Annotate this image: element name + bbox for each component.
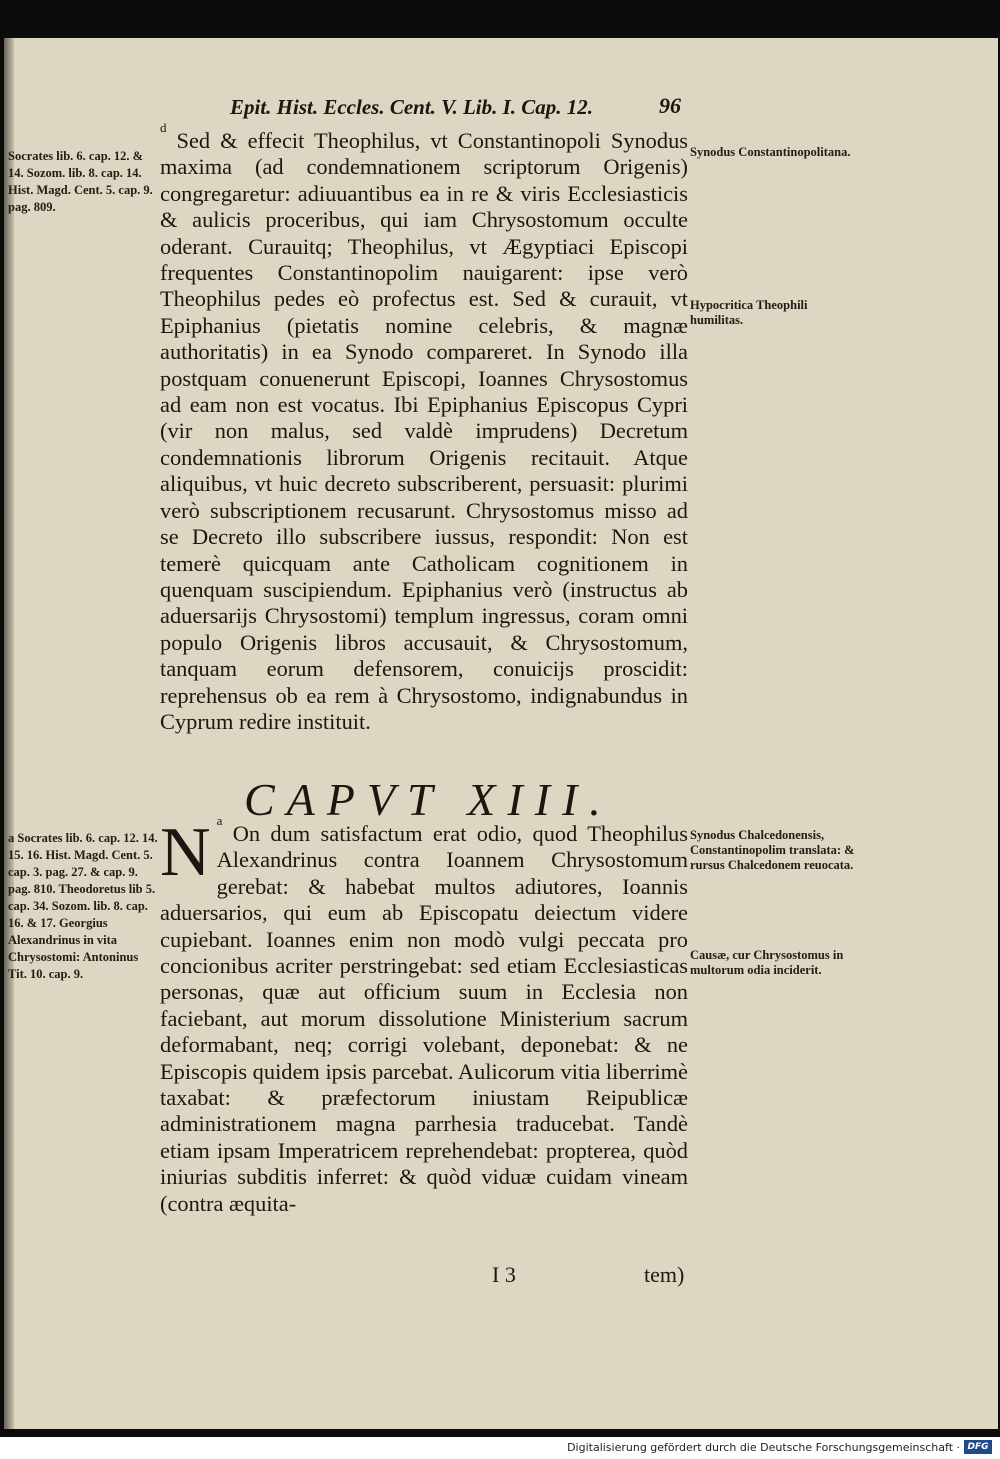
paragraph-text: satisfactum erat odio, quod Theophilus Alexandrinus contra Ioannem Chrysostomum gerebat: & habebat multos adiutores, Ioannis aduersarios, qui eum ab Episcopatu deiectum videre cupiebant. Ioannes enim non modò vulgi peccata pro concionibus acriter perstringebat: sed etiam Ecclesiasticas personas, quæ aut officium suum in Ecclesia non faciebant, aut morum dissolutione Ministerium sacrum deformabant, neq; corrigi volebant, deponebat: & ne Episcopis quidem ipsis parcebat. Aulicorum vitia liberrimè taxabat: & præfectorum iniustam Reipublicæ administrationem magna parrhesia traducebat. Tandè etiam ipsam Imperatricem reprehendebat: propterea, quòd iniurias subditis inferret: & quòd viduæ cuidam vineam (contra æquita- <box>160 821 688 1216</box>
digitization-footer <box>0 1437 1000 1459</box>
margin-note-right-2 <box>690 298 860 328</box>
chapter-13-text <box>160 813 688 1217</box>
running-header <box>4 95 998 125</box>
margin-note-text: Causæ, cur Chrysostomus in multorum odia inciderit. <box>690 948 844 977</box>
chapter-12-paragraph <box>160 120 688 735</box>
note-mark: d <box>160 120 167 135</box>
chapter-13-heading: CAPVT XIII. <box>244 774 613 825</box>
catchword: tem) <box>644 1262 685 1287</box>
margin-note-text: a Socrates lib. 6. cap. 12. 14. 15. 16. Hist. Magd. Cent. 5. cap. 3. pag. 27. & cap. 9. pag. 810. Theodoretus lib 5. cap. 34. Sozom. lib. 8. cap. 16. & 17. Georgius Alexandrinus in vita Chrysostomi: Antoninus Tit. 10. cap. 9. <box>8 831 158 981</box>
running-title: Epit. Hist. Eccles. Cent. V. Lib. I. Cap. 12. <box>230 95 594 119</box>
signature-mark: I 3 <box>492 1262 516 1287</box>
paragraph-text: Sed & effecit Theophilus, vt Constantinopoli Synodus maxima (ad condemnationem scriptorum Origenis) congregaretur: adiuuantibus ea in re & viris Ecclesiasticis & aulicis proceribus, qui iam Chrysostomum occulte oderant. Curauitq; Theophilus, vt Ægyptiaci Episcopi frequentes Constantinopolim nauigarent: ipse verò Theophilus pedes eò profectus est. Sed & curauit, vt Epiphanius (pietatis nomine celebris, & magnæ authoritatis) in ea Synodo compareret. In Synodo illa postquam conuenerunt Episcopi, Ioannes Chrysostomus ad eam non est vocatus. Ibi Epiphanius Episcopus Cypri (vir non malus, sed valdè imprudens) Decretum condemnationis librorum Origenis recitauit. Atque aliquibus, vt huic decreto subscriberent, persuasit: plurimi verò subscriptionem recusarunt. Chrysostomus misso ad se Decreto illo subscribere iussus, respondit: Non est temerè quicquam ante Catholicam cognitionem in quenquam suscipiendum. Epiphanius verò (instructus ab aduersarijs Chrysostomi) templum ingressus, coram omni populo Origenis libros accusauit, & Chrysostomum, tanquam eorum defensorem, conuicijs proscidit: reprehensus ob ea rem à Chrysostomo, indignabundus in Cyprum redire instituit. <box>160 128 688 734</box>
catchline <box>4 1262 998 1292</box>
margin-note-text: Synodus Constantinopolitana. <box>690 145 851 159</box>
chapter-12-text <box>160 120 688 735</box>
margin-note-right-4 <box>690 948 860 978</box>
funding-credit: Digitalisierung gefördert durch die Deutsche Forschungsgemeinschaft · <box>567 1441 960 1454</box>
margin-note-right-3 <box>690 828 860 873</box>
margin-note-text: Synodus Chalcedonensis, Constantinopolim translata: & rursus Chalcedonem reuocata. <box>690 828 855 872</box>
chapter-13-paragraph <box>160 813 688 1217</box>
page-gutter <box>4 38 14 1429</box>
drop-capital: N <box>160 814 211 891</box>
note-mark: a <box>216 813 223 828</box>
margin-note-text: Hypocritica Theophili humilitas. <box>690 298 808 327</box>
margin-note-text: Socrates lib. 6. cap. 12. & 14. Sozom. lib. 8. cap. 14. Hist. Magd. Cent. 5. cap. 9. pag. 809. <box>8 149 153 214</box>
dfg-logo[interactable]: DFG <box>964 1440 992 1454</box>
margin-note-left-1 <box>8 148 158 216</box>
margin-note-left-2 <box>8 830 158 983</box>
margin-note-right-1 <box>690 145 860 160</box>
lead-words: On dum <box>232 821 311 846</box>
book-page <box>4 38 998 1429</box>
page-number: 96 <box>659 93 681 118</box>
